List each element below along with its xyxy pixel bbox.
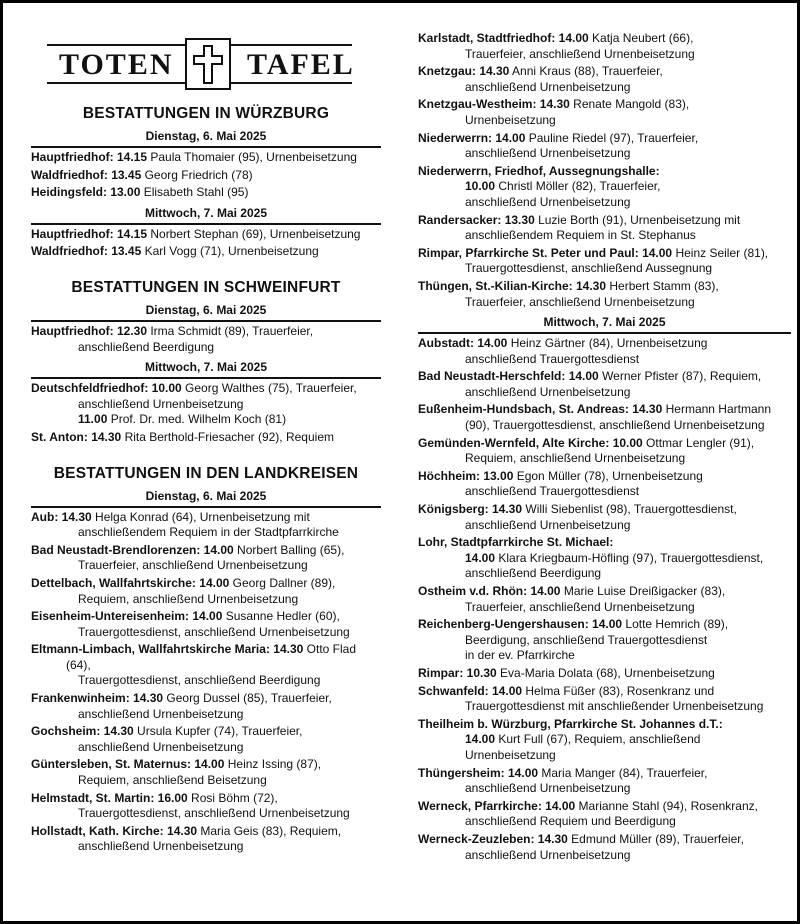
entry-details: Rita Berthold-Friesacher (92), Requiem xyxy=(121,429,334,444)
funeral-entry xyxy=(31,324,381,355)
entry-details-continued: anschließend Urnenbeisetzung xyxy=(465,146,631,161)
entry-details: Georg Friedrich (78) xyxy=(141,167,253,182)
entry-place-time: Thüngen, St.-Kilian-Kirche: 14.30 xyxy=(418,278,607,293)
entry-details: Heinz Seiler (81), xyxy=(672,245,769,260)
funeral-entry xyxy=(418,213,791,244)
entry-sub-line xyxy=(453,551,791,567)
entry-details-continued: anschließend Urnenbeisetzung xyxy=(78,839,244,854)
funeral-entry xyxy=(31,791,381,822)
entry-sub-details: Kurt Full (67), Requiem, anschließend xyxy=(495,732,701,747)
entry-place-time: Heidingsfeld: 13.00 xyxy=(31,185,141,200)
day-heading: Mittwoch, 7. Mai 2025 xyxy=(144,205,268,220)
entry-details: Willi Siebenlist (98), Trauergottesdienst, xyxy=(522,502,737,517)
funeral-entry xyxy=(418,164,791,211)
entry-details: Ursula Kupfer (74), Trauerfeier, xyxy=(133,724,303,739)
funeral-entry xyxy=(418,469,791,500)
entry-details-continued: anschließend Urnenbeisetzung xyxy=(78,739,244,754)
day-heading: Mittwoch, 7. Mai 2025 xyxy=(144,360,268,375)
entry-details: Marianne Stahl (94), Rosenkranz, xyxy=(575,798,758,813)
funeral-entry xyxy=(418,717,791,764)
day-divider xyxy=(418,332,791,334)
entry-details: Maria Geis (83), Requiem, xyxy=(197,823,342,838)
entry-sub-line xyxy=(66,412,381,428)
funeral-entry xyxy=(418,584,791,615)
entry-details-continued: anschließend Urnenbeisetzung xyxy=(465,194,631,209)
day-divider xyxy=(31,146,381,148)
entry-details: Karl Vogg (71), Urnenbeisetzung xyxy=(141,244,319,259)
banner-right-word: TAFEL xyxy=(243,50,359,80)
day-heading: Mittwoch, 7. Mai 2025 xyxy=(543,315,666,330)
funeral-entry xyxy=(31,150,381,166)
funeral-entry xyxy=(418,97,791,128)
funeral-entry xyxy=(418,336,791,367)
entry-details: Maria Manger (84), Trauerfeier, xyxy=(538,765,708,780)
funeral-entry xyxy=(31,609,381,640)
entry-place-time: Reichenberg-Uengershausen: 14.00 xyxy=(418,617,623,632)
entry-place-time: Waldfriedhof: 13.45 xyxy=(31,244,142,259)
entry-details: Helma Füßer (83), Rosenkranz und xyxy=(522,683,715,698)
entry-sub-details: Christl Möller (82), Trauerfeier, xyxy=(495,179,661,194)
entry-details-continued: Trauerfeier, anschließend Urnenbeisetzung xyxy=(465,46,695,61)
funeral-entry xyxy=(31,724,381,755)
entry-details: Norbert Balling (65), xyxy=(233,542,345,557)
entry-place-time: Lohr, Stadtpfarrkirche St. Michael: xyxy=(418,535,614,550)
entry-place-time: Eltmann-Limbach, Wallfahrtskirche Maria: 14.30 xyxy=(31,642,304,657)
entry-details: Georg Dallner (89), xyxy=(229,575,336,590)
entry-details: Egon Müller (78), Urnenbeisetzung xyxy=(513,468,703,483)
entry-details: Otto Flad (64), xyxy=(66,642,356,672)
day-divider xyxy=(31,223,381,225)
entry-place-time: Knetzgau: 14.30 xyxy=(418,64,510,79)
entry-details: Eva-Maria Dolata (68), Urnenbeisetzung xyxy=(496,665,715,680)
entry-details-continued: Requiem, anschließend Urnenbeisetzung xyxy=(78,591,299,606)
funeral-entry xyxy=(418,617,791,664)
entry-place-time: Gemünden-Wernfeld, Alte Kirche: 10.00 xyxy=(418,435,643,450)
entry-details-continued: anschließend Beerdigung xyxy=(78,339,215,354)
entry-sub-details: Klara Kriegbaum-Höfling (97), Trauergottesdienst, xyxy=(495,550,764,565)
funeral-entry xyxy=(418,684,791,715)
entry-details: Renate Mangold (83), xyxy=(569,97,690,112)
left-column xyxy=(31,104,381,857)
entry-details: Pauline Riedel (97), Trauerfeier, xyxy=(525,130,699,145)
entry-details-continued: Trauergottesdienst, anschließend Urnenbeisetzung xyxy=(78,806,350,821)
funeral-entry xyxy=(418,279,791,310)
entry-details-continued: Urnenbeisetzung xyxy=(465,112,556,127)
entry-sub-details: Prof. Dr. med. Wilhelm Koch (81) xyxy=(107,412,287,427)
entry-place-time: Randersacker: 13.30 xyxy=(418,212,535,227)
entry-details-continued: Trauergottesdienst, anschließend Beerdigung xyxy=(78,673,321,688)
entry-details-continued: Trauerfeier, anschließend Urnenbeisetzung xyxy=(465,294,695,309)
funeral-entry xyxy=(31,543,381,574)
entry-details-continued: Trauerfeier, anschließend Urnenbeisetzung xyxy=(465,599,695,614)
entry-details-continued: Beerdigung, anschließend Trauergottesdienst xyxy=(465,632,708,647)
funeral-entry xyxy=(418,832,791,863)
entry-place-time: Gochsheim: 14.30 xyxy=(31,724,134,739)
entry-place-time: Bad Neustadt-Herschfeld: 14.00 xyxy=(418,369,599,384)
day-divider xyxy=(31,506,381,508)
entry-details-continued: Urnenbeisetzung xyxy=(465,747,556,762)
funeral-entry xyxy=(418,502,791,533)
entry-details-continued: anschließend Urnenbeisetzung xyxy=(465,847,631,862)
day-heading: Dienstag, 6. Mai 2025 xyxy=(145,488,267,503)
entry-details-continued: anschließendem Requiem in der Stadtpfarrkirche xyxy=(78,525,339,540)
entry-details-continued: anschließend Urnenbeisetzung xyxy=(78,706,244,721)
entry-place-time: Knetzgau-Westheim: 14.30 xyxy=(418,97,570,112)
right-column xyxy=(418,31,791,865)
entry-place-time: Höchheim: 13.00 xyxy=(418,468,514,483)
entry-details-continued: Requiem, anschließend Urnenbeisetzung xyxy=(465,451,686,466)
funeral-entry xyxy=(418,535,791,582)
funeral-entry xyxy=(31,227,381,243)
entry-place-time: Eußenheim-Hundsbach, St. Andreas: 14.30 xyxy=(418,402,663,417)
entry-details: Heinz Gärtner (84), Urnenbeisetzung xyxy=(507,336,708,351)
entry-details-continued: Trauergottesdienst mit anschließender Urnenbeisetzung xyxy=(465,699,764,714)
funeral-entry xyxy=(31,381,381,428)
funeral-entry xyxy=(418,766,791,797)
entry-details: Lotte Hemrich (89), xyxy=(622,617,729,632)
entry-details-continued: anschließend Urnenbeisetzung xyxy=(465,517,631,532)
entry-place-time: Bad Neustadt-Brendlorenzen: 14.00 xyxy=(31,542,234,557)
funeral-entry xyxy=(418,402,791,433)
entry-place-time: Deutschfeldfriedhof: 10.00 xyxy=(31,381,182,396)
entry-place-time: Aub: 14.30 xyxy=(31,509,92,524)
entry-details: Irma Schmidt (89), Trauerfeier, xyxy=(147,323,314,338)
funeral-entry xyxy=(418,369,791,400)
entry-place-time: Güntersleben, St. Maternus: 14.00 xyxy=(31,757,225,772)
entry-place-time: Hauptfriedhof: 12.30 xyxy=(31,323,148,338)
entry-place-time: Frankenwinheim: 14.30 xyxy=(31,691,164,706)
entry-details-continued: anschließend Urnenbeisetzung xyxy=(78,396,244,411)
funeral-entry xyxy=(31,430,381,446)
entry-details: Herbert Stamm (83), xyxy=(606,278,719,293)
funeral-entry xyxy=(31,168,381,184)
entry-details: Georg Walthes (75), Trauerfeier, xyxy=(181,381,357,396)
funeral-entry xyxy=(31,185,381,201)
entry-details-continued: anschließend Urnenbeisetzung xyxy=(465,384,631,399)
funeral-entry xyxy=(31,244,381,260)
funeral-entry xyxy=(418,246,791,277)
entry-details: Paula Thomaier (95), Urnenbeisetzung xyxy=(147,150,357,164)
cross-icon-shape xyxy=(187,40,229,88)
section-title-schweinfurt: BESTATTUNGEN IN SCHWEINFURT xyxy=(71,278,341,296)
entry-place-time: Dettelbach, Wallfahrtskirche: 14.00 xyxy=(31,575,230,590)
day-heading: Dienstag, 6. Mai 2025 xyxy=(145,302,267,317)
entry-place-time: Helmstadt, St. Martin: 16.00 xyxy=(31,790,188,805)
entry-place-time: St. Anton: 14.30 xyxy=(31,429,122,444)
entry-details: Werner Pfister (87), Requiem, xyxy=(598,369,762,384)
entry-sub-line xyxy=(453,179,791,195)
day-heading: Dienstag, 6. Mai 2025 xyxy=(145,129,267,143)
entry-details-continued: Trauerfeier, anschließend Urnenbeisetzung xyxy=(78,558,308,573)
section-title-wuerzburg: BESTATTUNGEN IN WÜRZBURG xyxy=(82,105,330,122)
banner-left-word: TOTEN xyxy=(55,50,178,80)
entry-sub-time: 14.00 xyxy=(465,732,496,747)
entry-details-continued: anschließend Trauergottesdienst xyxy=(465,484,640,499)
entry-place-time: Eisenheim-Untereisenheim: 14.00 xyxy=(31,609,223,624)
funeral-entry xyxy=(418,31,791,62)
day-divider xyxy=(31,377,381,379)
funeral-entry xyxy=(31,824,381,855)
funeral-entry xyxy=(418,131,791,162)
entry-details: Ottmar Lengler (91), xyxy=(642,435,755,450)
entry-place-time: Hauptfriedhof: 14.15 xyxy=(31,226,148,241)
entry-place-time: Rimpar, Pfarrkirche St. Peter und Paul: 14.00 xyxy=(418,245,673,260)
entry-details-continued: Trauergottesdienst, anschließend Urnenbeisetzung xyxy=(78,624,350,639)
entry-details: Rosi Böhm (72), xyxy=(187,790,278,805)
entry-place-time: Schwanfeld: 14.00 xyxy=(418,683,523,698)
entry-place-time: Ostheim v.d. Rhön: 14.00 xyxy=(418,584,561,598)
entry-details-continued: anschließend Trauergottesdienst xyxy=(465,351,640,366)
entry-details-continued: Requiem, anschließend Beisetzung xyxy=(78,773,267,788)
totentafel-banner xyxy=(47,38,355,92)
entry-details: Anni Kraus (88), Trauerfeier, xyxy=(509,64,663,79)
entry-details-continued: (90), Trauergottesdienst, anschließend Urnenbeisetzung xyxy=(465,418,765,433)
entry-details: Luzie Borth (91), Urnenbeisetzung mit xyxy=(534,212,741,227)
funeral-entry xyxy=(31,757,381,788)
entry-place-time: Hollstadt, Kath. Kirche: 14.30 xyxy=(31,823,198,838)
entry-place-time: Königsberg: 14.30 xyxy=(418,502,523,517)
entry-details: Katja Neubert (66), xyxy=(588,31,694,45)
cross-icon xyxy=(185,38,231,90)
entry-place-time: Karlstadt, Stadtfriedhof: 14.00 xyxy=(418,31,589,45)
entry-sub-line xyxy=(453,732,791,748)
entry-place-time: Waldfriedhof: 13.45 xyxy=(31,167,142,182)
entry-place-time: Werneck-Zeuzleben: 14.30 xyxy=(418,831,568,846)
entry-details: Helga Konrad (64), Urnenbeisetzung mit xyxy=(91,509,310,524)
funeral-entry xyxy=(31,576,381,607)
entry-place-time: Niederwerrn: 14.00 xyxy=(418,130,526,145)
entry-place-time: Niederwerrn, Friedhof, Aussegnungshalle: xyxy=(418,163,660,178)
entry-place-time: Thüngersheim: 14.00 xyxy=(418,765,539,780)
obituary-page xyxy=(3,3,797,921)
section-title-landkreise: BESTATTUNGEN IN DEN LANDKREISEN xyxy=(53,464,359,482)
entry-details-continued: anschließend Beerdigung xyxy=(465,566,602,581)
entry-place-time: Theilheim b. Würzburg, Pfarrkirche St. Johannes d.T.: xyxy=(418,716,723,731)
entry-details: Marie Luise Dreißigacker (83), xyxy=(560,584,726,598)
entry-details-continued: in der ev. Pfarrkirche xyxy=(465,648,575,663)
entry-details-continued: anschließend Requiem und Beerdigung xyxy=(465,814,676,829)
entry-details: Norbert Stephan (69), Urnenbeisetzung xyxy=(147,226,361,241)
entry-details: Georg Dussel (85), Trauerfeier, xyxy=(163,691,332,706)
entry-details-continued: anschließend Urnenbeisetzung xyxy=(465,79,631,94)
entry-details-continued: anschließendem Requiem in St. Stephanus xyxy=(465,228,696,243)
entry-place-time: Hauptfriedhof: 14.15 xyxy=(31,150,148,164)
entry-details: Hermann Hartmann xyxy=(662,402,771,417)
funeral-entry xyxy=(31,691,381,722)
entry-sub-time: 11.00 xyxy=(78,412,108,427)
entry-details-continued: Trauergottesdienst, anschließend Aussegnung xyxy=(465,261,713,276)
entry-details: Heinz Issing (87), xyxy=(224,757,322,772)
entry-details: Susanne Hedler (60), xyxy=(222,609,340,624)
funeral-entry xyxy=(31,642,381,689)
entry-details: Edmund Müller (89), Trauerfeier, xyxy=(567,831,744,846)
entry-place-time: Rimpar: 10.30 xyxy=(418,665,497,680)
funeral-entry xyxy=(418,436,791,467)
entry-details-continued: anschließend Urnenbeisetzung xyxy=(465,781,631,796)
funeral-entry xyxy=(418,666,791,682)
funeral-entry xyxy=(418,64,791,95)
entry-details: Elisabeth Stahl (95) xyxy=(140,185,249,200)
funeral-entry xyxy=(418,799,791,830)
day-divider xyxy=(31,320,381,322)
entry-sub-time: 14.00 xyxy=(465,550,496,565)
entry-sub-time: 10.00 xyxy=(465,179,496,194)
entry-place-time: Aubstadt: 14.00 xyxy=(418,336,508,351)
entry-place-time: Werneck, Pfarrkirche: 14.00 xyxy=(418,798,576,813)
funeral-entry xyxy=(31,510,381,541)
